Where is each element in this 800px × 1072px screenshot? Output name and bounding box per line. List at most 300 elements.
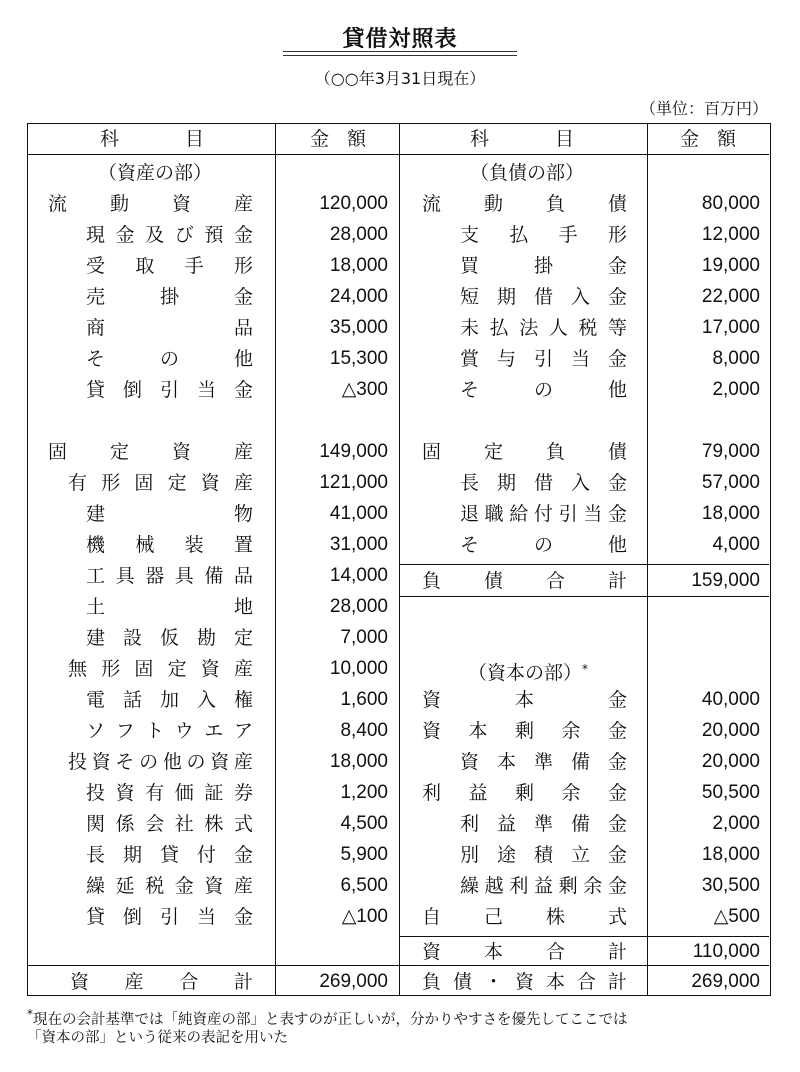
label-char: 手 (184, 255, 204, 277)
label-char: 税 (578, 317, 598, 339)
label-char: の (533, 534, 553, 556)
asset-item-label (86, 313, 253, 343)
equity-item-value: 30,500 (701, 875, 760, 896)
label-char: 当 (196, 906, 216, 928)
liability-item-value: 12,000 (701, 224, 760, 245)
label-char: 無 (68, 658, 88, 680)
label-char: 合 (179, 971, 199, 993)
label-char: 越 (484, 875, 504, 897)
asset-item-value: 8,400 (340, 720, 388, 741)
equity-item-label (460, 871, 627, 901)
asset-item-value: 24,000 (329, 286, 388, 307)
label-char: 械 (135, 534, 155, 556)
label-char: 資 (460, 751, 480, 773)
liability-item-label (460, 375, 627, 405)
label-char: 他 (607, 379, 627, 401)
equity-item-label (422, 716, 627, 746)
label-char: 別 (460, 844, 480, 866)
label-char: 等 (607, 317, 627, 339)
equity-item-label (422, 778, 627, 808)
asset-item-value: 14,000 (329, 565, 388, 586)
liability-item-value: 79,000 (701, 441, 760, 462)
asset-item-label (86, 685, 253, 715)
liability-item-value: 2,000 (712, 379, 760, 400)
label-char: 有 (68, 472, 88, 494)
label-char: 金 (680, 128, 700, 150)
assets-total-value: 269,000 (319, 971, 388, 992)
label-char: 自 (422, 906, 442, 928)
liability-item-label (460, 282, 627, 312)
label-char: 負 (422, 971, 442, 993)
label-char: 産 (233, 658, 253, 680)
equity-item-label (422, 685, 627, 715)
asset-item-label (86, 623, 253, 653)
liability-item-label (460, 220, 627, 250)
label-char: 剰 (558, 875, 578, 897)
asset-item-label (68, 654, 253, 684)
liabilities-section-heading: （負債の部） (470, 162, 585, 184)
label-char: 資 (91, 751, 111, 773)
label-char: 付 (533, 503, 553, 525)
label-char: 金 (233, 906, 253, 928)
label-char: 本 (514, 689, 534, 711)
label-char: 余 (561, 782, 581, 804)
liability-item-label (460, 313, 627, 343)
asset-item-label (86, 840, 253, 870)
label-char: 金 (233, 286, 253, 308)
label-char: 払 (489, 317, 509, 339)
label-char: 目 (554, 128, 574, 150)
liabilities-total-rule-bottom (400, 596, 769, 597)
grand-total-label (422, 967, 627, 997)
label-char: 計 (607, 570, 627, 592)
label-char: 品 (233, 317, 253, 339)
label-char: 関 (86, 813, 106, 835)
asset-item-label (86, 530, 253, 560)
label-char: 他 (233, 348, 253, 370)
label-char: 金 (607, 813, 627, 835)
label-char: 金 (233, 224, 253, 246)
equity-item-label (460, 809, 627, 839)
label-char: の (159, 348, 179, 370)
label-char: 未 (460, 317, 480, 339)
asset-item-value: 1,600 (340, 689, 388, 710)
asset-item-value: 10,000 (329, 658, 388, 679)
label-char: 当 (196, 379, 216, 401)
label-char: 形 (607, 224, 627, 246)
label-char: 式 (233, 813, 253, 835)
label-char: 資 (70, 971, 90, 993)
title-underline (283, 51, 517, 52)
label-char: 準 (533, 751, 553, 773)
asset-item-label (86, 499, 253, 529)
label-char: 科 (100, 128, 120, 150)
asset-item-label (86, 251, 253, 281)
label-char: 長 (86, 844, 106, 866)
liability-item-value: 4,000 (712, 534, 760, 555)
label-char: 期 (122, 844, 142, 866)
label-char: 引 (558, 503, 578, 525)
label-char: 負 (545, 441, 565, 463)
header-item (100, 124, 204, 154)
footnote-text-1: 現在の会計基準では「純資産の部」と表すのが正しいが，分かりやすさを優先してここでは (33, 1012, 628, 1028)
equity-item-value: 50,500 (701, 782, 760, 803)
label-char: 本 (545, 971, 565, 993)
asset-item-value: 5,900 (340, 844, 388, 865)
label-char: 取 (135, 255, 155, 277)
asset-item-value: 28,000 (329, 224, 388, 245)
asset-item-value: 18,000 (329, 255, 388, 276)
center-divider (399, 124, 400, 995)
label-char: 退 (460, 503, 480, 525)
equity-item-value: 20,000 (701, 720, 760, 741)
label-char: 権 (233, 689, 253, 711)
label-char: 債 (452, 971, 472, 993)
label-char: 借 (533, 286, 553, 308)
equity-total-value: 110,000 (692, 941, 760, 962)
label-char: 途 (496, 844, 516, 866)
liability-item-label (422, 437, 627, 467)
label-char: 固 (134, 658, 154, 680)
unit-label: （単位：百万円） (639, 99, 768, 118)
assets-section-heading: （資産の部） (98, 162, 213, 184)
equity-item-value: △500 (713, 906, 760, 927)
header-amount (310, 124, 366, 154)
label-char: 会 (145, 813, 165, 835)
label-char: 備 (204, 565, 224, 587)
label-char: 税 (145, 875, 165, 897)
label-char: 引 (159, 906, 179, 928)
assets-total-label (70, 967, 253, 997)
liability-item-label (460, 468, 627, 498)
label-char: 利 (422, 782, 442, 804)
equity-section-heading: （資本の部）* (468, 662, 589, 684)
label-char: そ (460, 379, 480, 401)
label-char: 当 (583, 503, 603, 525)
liability-item-label (460, 530, 627, 560)
label-char: そ (115, 751, 135, 773)
label-char: 当 (570, 348, 590, 370)
label-char: 資 (200, 658, 220, 680)
label-char: 支 (460, 224, 480, 246)
label-char: 資 (171, 193, 191, 215)
label-char: 現 (86, 224, 106, 246)
column-divider (647, 124, 648, 995)
equity-item-label (460, 840, 627, 870)
label-char: 金 (607, 689, 627, 711)
label-char: 額 (716, 128, 736, 150)
label-char: 払 (509, 224, 529, 246)
column-divider (275, 124, 276, 995)
label-char: の (139, 751, 159, 773)
label-char: エ (204, 720, 224, 742)
label-char: 証 (204, 782, 224, 804)
label-char: 余 (561, 720, 581, 742)
label-char: 借 (533, 472, 553, 494)
label-char: 金 (607, 844, 627, 866)
label-char: 金 (607, 348, 627, 370)
liability-item-value: 8,000 (712, 348, 760, 369)
label-char: 他 (607, 534, 627, 556)
label-char: 形 (101, 472, 121, 494)
label-char: 延 (115, 875, 135, 897)
asset-item-value: 4,500 (340, 813, 388, 834)
label-char: 資 (422, 689, 442, 711)
label-char: ソ (86, 720, 106, 742)
label-char: 債 (607, 441, 627, 463)
liabilities-total-label (422, 566, 627, 596)
label-char: 職 (484, 503, 504, 525)
asset-item-value: 18,000 (329, 751, 388, 772)
title-underline-2 (283, 55, 517, 56)
label-char: 固 (134, 472, 154, 494)
asset-item-value: 35,000 (329, 317, 388, 338)
label-char: 剰 (514, 720, 534, 742)
label-char: 金 (174, 875, 194, 897)
equity-item-label (460, 747, 627, 777)
label-char: 器 (145, 565, 165, 587)
label-char: 券 (233, 782, 253, 804)
label-char: 貸 (86, 379, 106, 401)
asset-item-label (86, 561, 253, 591)
label-char: 己 (483, 906, 503, 928)
label-char: 備 (570, 813, 590, 835)
equity-item-value: 20,000 (701, 751, 760, 772)
label-char: 資 (422, 720, 442, 742)
liability-item-value: 18,000 (701, 503, 760, 524)
asset-item-value: 28,000 (329, 596, 388, 617)
label-char: 金 (607, 286, 627, 308)
label-char: 貸 (159, 844, 179, 866)
label-char: 価 (174, 782, 194, 804)
equity-item-value: 2,000 (712, 813, 760, 834)
label-char: そ (460, 534, 480, 556)
label-char: 金 (607, 255, 627, 277)
label-char: 産 (233, 751, 253, 773)
label-char: 受 (86, 255, 106, 277)
label-char: 加 (159, 689, 179, 711)
label-char: 動 (109, 193, 129, 215)
equity-item-label (422, 902, 627, 932)
label-char: 仮 (159, 627, 179, 649)
label-char: 電 (86, 689, 106, 711)
label-char: 短 (460, 286, 480, 308)
report-date: （○○年3月31日現在） (314, 69, 486, 88)
liability-item-value: 17,000 (701, 317, 760, 338)
label-char: 土 (86, 596, 106, 618)
label-char: 掛 (533, 255, 553, 277)
label-char: 金 (310, 128, 330, 150)
asset-item-value: △100 (341, 906, 388, 927)
label-char: び (174, 224, 194, 246)
label-char: 品 (233, 565, 253, 587)
header-item (470, 124, 574, 154)
footnote-line-2: 「資本の部」という従来の表記を用いた (27, 1030, 288, 1046)
label-char: 利 (509, 875, 529, 897)
label-char: の (533, 379, 553, 401)
label-char: 金 (233, 379, 253, 401)
label-char: 計 (607, 971, 627, 993)
liability-item-label (460, 344, 627, 374)
label-char: 係 (115, 813, 135, 835)
label-char: 目 (184, 128, 204, 150)
label-char: 有 (145, 782, 165, 804)
balance-sheet-table (27, 123, 771, 996)
label-char: 株 (204, 813, 224, 835)
asset-item-label (86, 809, 253, 839)
label-char: 工 (86, 565, 106, 587)
liability-item-label (422, 189, 627, 219)
label-char: 具 (115, 565, 135, 587)
label-char: 益 (533, 875, 553, 897)
asset-item-label (68, 468, 253, 498)
liability-item-value: 57,000 (701, 472, 760, 493)
label-char: 金 (607, 503, 627, 525)
label-char: 流 (422, 193, 442, 215)
footnote-mark: * (27, 1007, 33, 1021)
label-char: 繰 (460, 875, 480, 897)
label-char: フ (115, 720, 135, 742)
label-char: 債 (483, 570, 503, 592)
label-char: 計 (233, 971, 253, 993)
label-char: 産 (233, 193, 253, 215)
asset-item-label (48, 437, 253, 467)
label-char: そ (86, 348, 106, 370)
label-char: 貸 (86, 906, 106, 928)
label-char: 長 (460, 472, 480, 494)
label-char: 本 (468, 720, 488, 742)
label-char: 定 (233, 627, 253, 649)
label-char: 形 (233, 255, 253, 277)
asset-item-label (86, 902, 253, 932)
label-char: 設 (122, 627, 142, 649)
asset-item-label (68, 747, 253, 777)
asset-item-label (86, 344, 253, 374)
label-char: 手 (558, 224, 578, 246)
label-char: 預 (204, 224, 224, 246)
label-char: 額 (346, 128, 366, 150)
label-char: 金 (607, 751, 627, 773)
liability-item-value: 22,000 (701, 286, 760, 307)
label-char: 付 (196, 844, 216, 866)
asset-item-value: 6,500 (340, 875, 388, 896)
asset-item-value: 121,000 (319, 472, 388, 493)
label-char: 本 (483, 941, 503, 963)
liabilities-total-rule-top (400, 564, 769, 565)
label-char: 資 (171, 441, 191, 463)
label-char: 建 (86, 503, 106, 525)
label-char: 余 (583, 875, 603, 897)
asset-item-label (86, 871, 253, 901)
equity-item-value: 40,000 (701, 689, 760, 710)
label-char: 機 (86, 534, 106, 556)
label-char: 産 (233, 472, 253, 494)
label-char: 売 (86, 286, 106, 308)
label-char: 産 (124, 971, 144, 993)
label-char: 定 (167, 658, 187, 680)
label-char: 入 (196, 689, 216, 711)
asset-item-value: 15,300 (329, 348, 388, 369)
label-char: 形 (101, 658, 121, 680)
label-char: 倒 (122, 379, 142, 401)
label-char: 与 (496, 348, 516, 370)
label-char: の (186, 751, 206, 773)
label-char: 負 (545, 193, 565, 215)
label-char: 準 (533, 813, 553, 835)
label-char: 他 (162, 751, 182, 773)
label-char: 期 (496, 472, 516, 494)
asset-item-value: 1,200 (340, 782, 388, 803)
asset-item-label (48, 189, 253, 219)
label-char: 資 (200, 472, 220, 494)
label-char: 株 (545, 906, 565, 928)
label-char: 勘 (196, 627, 216, 649)
label-char: 給 (509, 503, 529, 525)
label-char: 期 (496, 286, 516, 308)
label-char: 商 (86, 317, 106, 339)
label-char: 備 (570, 751, 590, 773)
label-char: 益 (468, 782, 488, 804)
label-char: 法 (519, 317, 539, 339)
label-char: 物 (233, 503, 253, 525)
asset-item-label (86, 592, 253, 622)
header-amount (680, 124, 736, 154)
grand-total-value: 269,000 (691, 971, 760, 992)
header-rule (28, 154, 769, 155)
label-char: 掛 (159, 286, 179, 308)
label-char: 繰 (86, 875, 106, 897)
label-char: 金 (607, 782, 627, 804)
label-char: 計 (607, 941, 627, 963)
equity-item-value: 18,000 (701, 844, 760, 865)
label-char: 定 (109, 441, 129, 463)
asset-item-label (86, 778, 253, 808)
label-char: 投 (86, 782, 106, 804)
asset-item-label (86, 716, 253, 746)
label-char: 産 (233, 875, 253, 897)
label-char: 式 (607, 906, 627, 928)
label-char: 置 (233, 534, 253, 556)
asset-item-value: △300 (341, 379, 388, 400)
label-char: 剰 (514, 782, 534, 804)
label-char: 資 (422, 941, 442, 963)
label-char: 産 (233, 441, 253, 463)
page-title: 貸借対照表 (342, 27, 458, 52)
label-char: 金 (607, 720, 627, 742)
label-char: 負 (422, 570, 442, 592)
asset-item-label (86, 375, 253, 405)
label-char: 金 (233, 844, 253, 866)
asset-item-value: 31,000 (329, 534, 388, 555)
label-char: 社 (174, 813, 194, 835)
label-char: 金 (607, 472, 627, 494)
label-char: 金 (115, 224, 135, 246)
label-char: 入 (570, 286, 590, 308)
label-char: 益 (496, 813, 516, 835)
label-char: 積 (533, 844, 553, 866)
label-char: 流 (48, 193, 68, 215)
equity-total-label (422, 937, 627, 967)
label-char: ト (145, 720, 165, 742)
label-char: 債 (607, 193, 627, 215)
asset-item-value: 120,000 (319, 193, 388, 214)
label-char: 資 (204, 875, 224, 897)
asset-item-label (86, 282, 253, 312)
label-char: 資 (115, 782, 135, 804)
label-char: 装 (184, 534, 204, 556)
liabilities-total-value: 159,000 (691, 570, 760, 591)
label-char: 具 (174, 565, 194, 587)
